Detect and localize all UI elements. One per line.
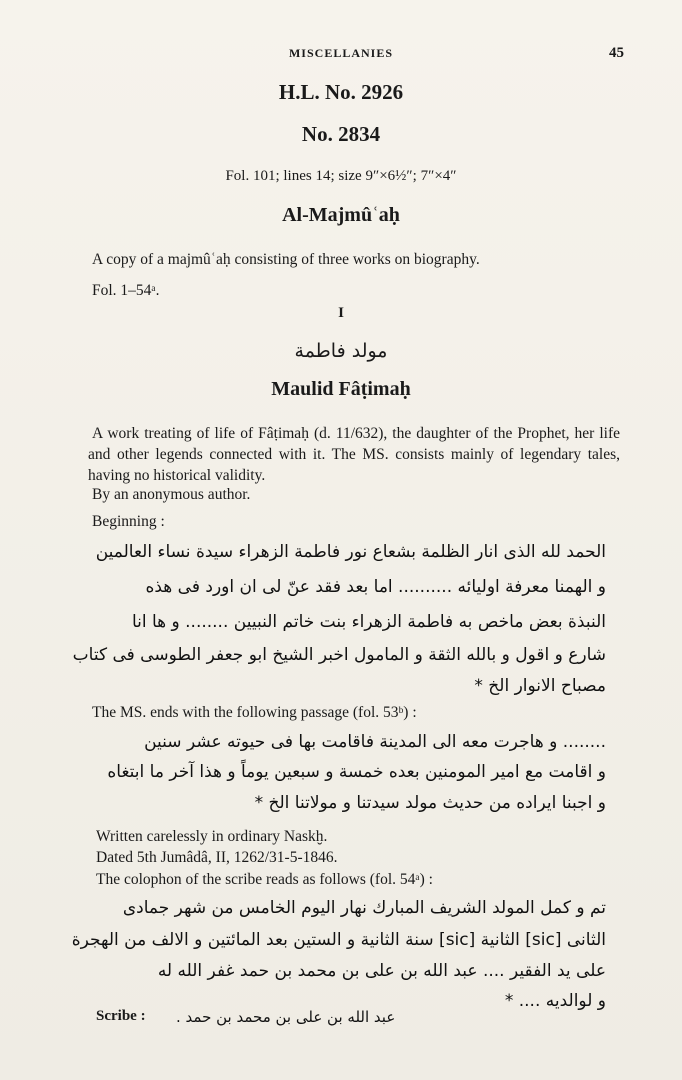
colophon-line: الثانى [sic] الثانية [sic] سنة الثانية و الستين بعد المائتين و الالف من الهجرة xyxy=(71,930,606,950)
folio-info: Fol. 101; lines 14; size 9″×6½″; 7″×4″ xyxy=(225,168,457,184)
colophon-line: على يد الفقير .... عبد الله بن على بن محمد بن حمد غفر الله له xyxy=(157,961,606,981)
beginning-line: و الهمنا معرفة اوليائه .......... اما بعد فقد عنّ لى ان اورد فى هذه xyxy=(145,577,606,597)
work-title: Al-Majmûʿaḥ xyxy=(282,204,400,226)
section-arabic-title: مولد فاطمة xyxy=(294,340,388,362)
colophon-label: The colophon of the scribe reads as follows (fol. 54ᵃ) : xyxy=(96,871,433,888)
dated-note: Dated 5th Jumâdâ, II, 1262/31-5-1846. xyxy=(96,849,338,866)
section-numeral: I xyxy=(338,305,344,321)
scribe-label: Scribe : xyxy=(96,1008,146,1024)
section-title: Maulid Fâṭimaḥ xyxy=(271,378,411,400)
beginning-line: الحمد لله الذى انار الظلمة بشعاع نور فاطمة الزهراء سيدة نساء العالمين xyxy=(95,542,606,562)
beginning-line: النبذة بعض ماخص به فاطمة الزهراء بنت خاتم النبيين ........ و ها انا xyxy=(131,612,606,632)
written-note: Written carelessly in ordinary Naskḫ. xyxy=(96,828,328,845)
author-line: By an anonymous author. xyxy=(92,486,251,503)
summary-paragraph: A work treating of life of Fâṭimaḥ (d. 11/632), the daughter of the Prophet, her life and other legends connected with it. The MS. consists mainly of legendary tales, having no historical validity. xyxy=(88,425,620,484)
ending-line: ........ و هاجرت معه الى المدينة فاقامت بها فى حيوته عشر سنين xyxy=(144,732,606,752)
colophon-line: تم و كمل المولد الشريف المبارك نهار اليوم الخامس من شهر جمادى xyxy=(122,898,606,918)
beginning-label: Beginning : xyxy=(92,513,165,530)
page-number: 45 xyxy=(609,45,624,61)
running-title: MISCELLANIES xyxy=(288,46,394,60)
colophon-line: و لوالديه .... * xyxy=(504,991,606,1011)
ending-label: The MS. ends with the following passage (fol. 53ᵇ) : xyxy=(92,704,417,721)
beginning-line: شارع و اقول و بالله الثقة و المامول اخبر الشيخ ابو جعفر الطوسى فى كتاب xyxy=(72,645,606,665)
catalogue-number: No. 2834 xyxy=(301,122,381,146)
hl-number: H.L. No. 2926 xyxy=(278,80,404,104)
description: A copy of a majmûʿaḥ consisting of three works on biography. xyxy=(92,251,480,268)
beginning-line: مصباح الانوار الخ * xyxy=(474,676,606,696)
ending-line: و اجبنا ايراده من حديث مولد سيدتنا و مولاتنا الخ * xyxy=(254,793,606,813)
folio-range: Fol. 1–54ᵃ. xyxy=(92,282,160,299)
scribe-name: عبد الله بن على بن محمد بن حمد . xyxy=(176,1008,396,1026)
ending-line: و اقامت مع امير المومنين بعده خمسة و سبعين يوماً و هذا آخر ما ابتغاه xyxy=(107,762,606,782)
